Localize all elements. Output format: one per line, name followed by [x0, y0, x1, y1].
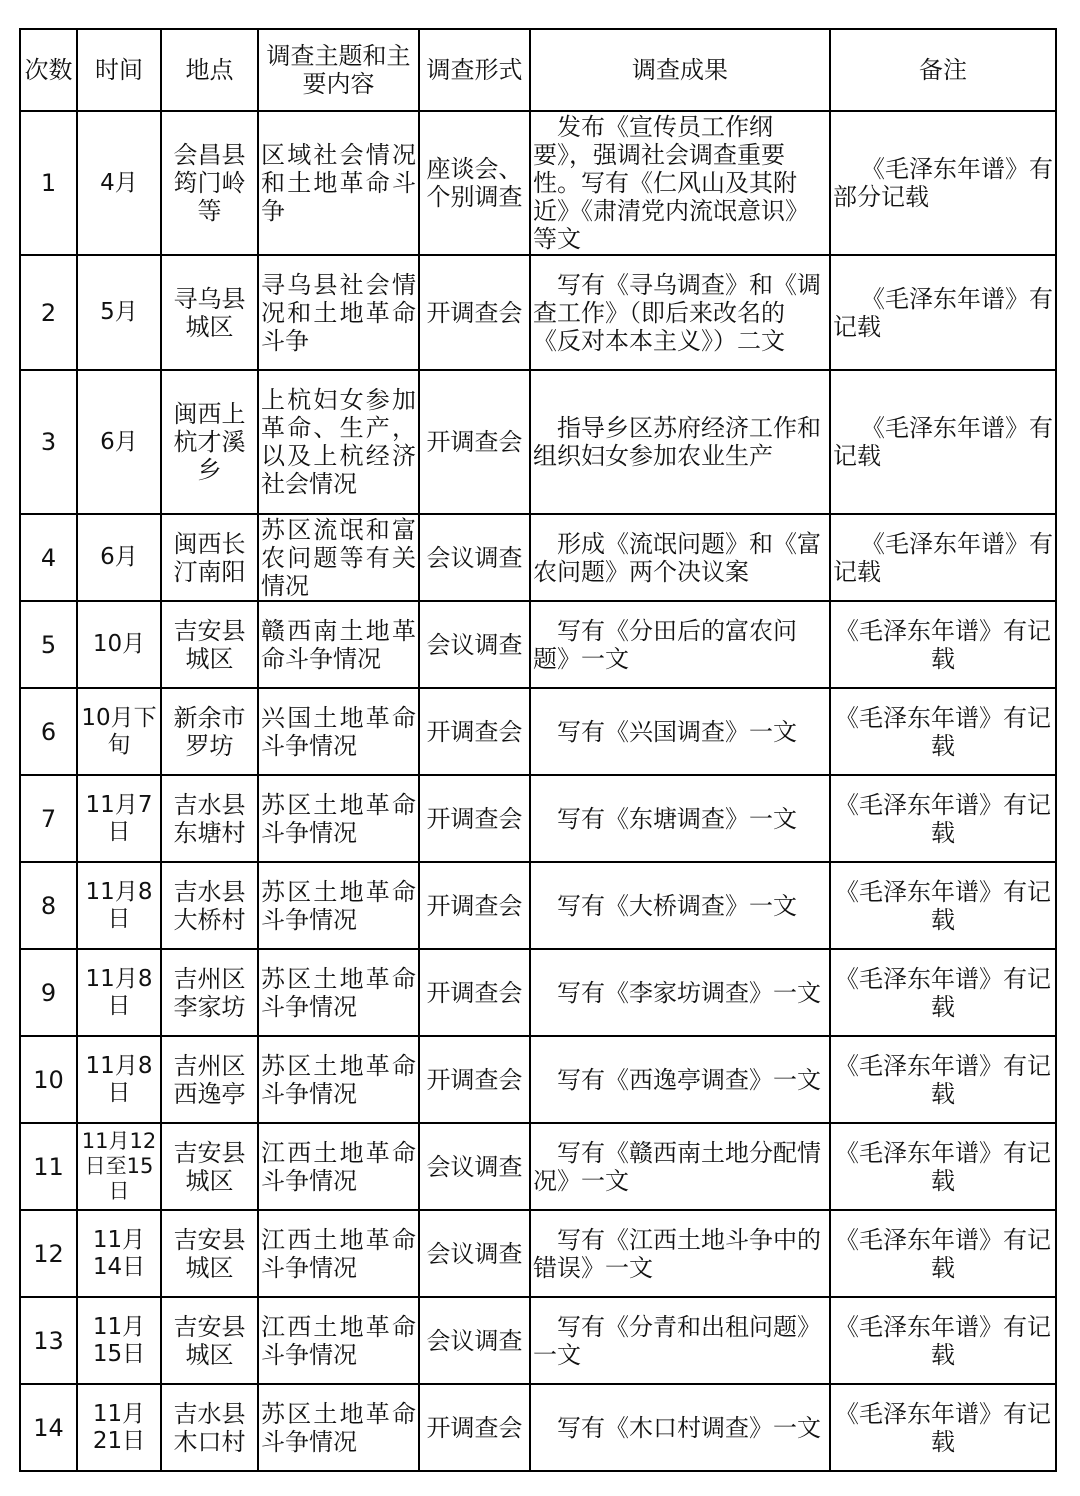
cell-form: 座谈会、个别调查: [419, 111, 530, 255]
cell-place: 寻乌县城区: [161, 255, 258, 370]
header-topic: 调查主题和主要内容: [258, 29, 419, 111]
cell-place: 吉安县城区: [161, 1297, 258, 1384]
cell-time: 11月12日至15日: [77, 1123, 161, 1210]
table-row: [20, 688, 1056, 775]
cell-time: 6月: [77, 370, 161, 514]
table-row: [20, 370, 1056, 514]
cell-form: 开调查会: [419, 949, 530, 1036]
cell-place: 闽西上杭才溪乡: [161, 370, 258, 514]
cell-form: 开调查会: [419, 775, 530, 862]
cell-time: 11月8日: [77, 949, 161, 1036]
cell-note: 《毛泽东年谱》有记载: [830, 1297, 1056, 1384]
cell-time: 10月下旬: [77, 688, 161, 775]
table-row: [20, 1297, 1056, 1384]
header-form: 调查形式: [419, 29, 530, 111]
cell-result: 写有《赣西南土地分配情况》一文: [530, 1123, 830, 1210]
cell-note: 《毛泽东年谱》有记载: [830, 514, 1056, 601]
cell-form: 开调查会: [419, 370, 530, 514]
header-result: 调查成果: [530, 29, 830, 111]
cell-place: 吉水县大桥村: [161, 862, 258, 949]
cell-form: 开调查会: [419, 688, 530, 775]
cell-result: 形成《流氓问题》和《富农问题》两个决议案: [530, 514, 830, 601]
table-row: [20, 1210, 1056, 1297]
cell-count: 7: [20, 775, 77, 862]
cell-topic: 区域社会情况和土地革命斗争: [258, 111, 419, 255]
table-row: [20, 255, 1056, 370]
cell-time: 11月15日: [77, 1297, 161, 1384]
cell-topic: 江西土地革命斗争情况: [258, 1210, 419, 1297]
cell-result: 写有《西逸亭调查》一文: [530, 1036, 830, 1123]
header-row: [20, 29, 1056, 111]
cell-form: 会议调查: [419, 514, 530, 601]
cell-place: 闽西长汀南阳: [161, 514, 258, 601]
cell-topic: 兴国土地革命斗争情况: [258, 688, 419, 775]
cell-form: 开调查会: [419, 862, 530, 949]
cell-result: 写有《兴国调查》一文: [530, 688, 830, 775]
cell-count: 6: [20, 688, 77, 775]
cell-place: 吉水县木口村: [161, 1384, 258, 1471]
cell-place: 吉州区李家坊: [161, 949, 258, 1036]
cell-count: 2: [20, 255, 77, 370]
cell-note: 《毛泽东年谱》有记载: [830, 862, 1056, 949]
cell-topic: 上杭妇女参加革命、生产，以及上杭经济社会情况: [258, 370, 419, 514]
cell-count: 1: [20, 111, 77, 255]
cell-form: 开调查会: [419, 1384, 530, 1471]
cell-result: 写有《江西土地斗争中的错误》一文: [530, 1210, 830, 1297]
cell-result: 写有《木口村调查》一文: [530, 1384, 830, 1471]
cell-count: 12: [20, 1210, 77, 1297]
cell-place: 吉水县东塘村: [161, 775, 258, 862]
cell-form: 会议调查: [419, 1210, 530, 1297]
table-row: [20, 601, 1056, 688]
cell-topic: 苏区土地革命斗争情况: [258, 949, 419, 1036]
cell-time: 5月: [77, 255, 161, 370]
cell-place: 吉安县城区: [161, 601, 258, 688]
cell-place: 吉安县城区: [161, 1123, 258, 1210]
cell-form: 会议调查: [419, 1123, 530, 1210]
cell-count: 3: [20, 370, 77, 514]
survey-table: [19, 28, 1057, 1472]
cell-note: 《毛泽东年谱》有记载: [830, 1123, 1056, 1210]
cell-count: 14: [20, 1384, 77, 1471]
cell-form: 会议调查: [419, 1297, 530, 1384]
cell-result: 发布《宣传员工作纲要》，强调社会调查重要性。写有《仁风山及其附近》《肃清党内流氓意识》等文: [530, 111, 830, 255]
cell-note: 《毛泽东年谱》有记载: [830, 688, 1056, 775]
cell-count: 5: [20, 601, 77, 688]
cell-topic: 苏区土地革命斗争情况: [258, 775, 419, 862]
cell-time: 4月: [77, 111, 161, 255]
cell-form: 开调查会: [419, 1036, 530, 1123]
cell-note: 《毛泽东年谱》有记载: [830, 1036, 1056, 1123]
table-row: [20, 949, 1056, 1036]
cell-topic: 苏区土地革命斗争情况: [258, 1036, 419, 1123]
cell-topic: 寻乌县社会情况和土地革命斗争: [258, 255, 419, 370]
cell-note: 《毛泽东年谱》有部分记载: [830, 111, 1056, 255]
cell-place: 吉安县城区: [161, 1210, 258, 1297]
cell-result: 写有《大桥调查》一文: [530, 862, 830, 949]
cell-result: 指导乡区苏府经济工作和组织妇女参加农业生产: [530, 370, 830, 514]
cell-note: 《毛泽东年谱》有记载: [830, 1210, 1056, 1297]
cell-time: 11月8日: [77, 862, 161, 949]
table-row: [20, 1036, 1056, 1123]
cell-note: 《毛泽东年谱》有记载: [830, 775, 1056, 862]
header-count: 次数: [20, 29, 77, 111]
cell-count: 13: [20, 1297, 77, 1384]
cell-note: 《毛泽东年谱》有记载: [830, 255, 1056, 370]
cell-topic: 苏区流氓和富农问题等有关情况: [258, 514, 419, 601]
cell-note: 《毛泽东年谱》有记载: [830, 601, 1056, 688]
cell-count: 9: [20, 949, 77, 1036]
cell-count: 10: [20, 1036, 77, 1123]
cell-topic: 江西土地革命斗争情况: [258, 1123, 419, 1210]
cell-time: 11月14日: [77, 1210, 161, 1297]
cell-topic: 江西土地革命斗争情况: [258, 1297, 419, 1384]
cell-count: 4: [20, 514, 77, 601]
cell-count: 8: [20, 862, 77, 949]
cell-note: 《毛泽东年谱》有记载: [830, 370, 1056, 514]
cell-time: 11月21日: [77, 1384, 161, 1471]
cell-place: 会昌县筠门岭等: [161, 111, 258, 255]
cell-result: 写有《李家坊调查》一文: [530, 949, 830, 1036]
cell-form: 会议调查: [419, 601, 530, 688]
cell-result: 写有《分田后的富农问题》一文: [530, 601, 830, 688]
cell-form: 开调查会: [419, 255, 530, 370]
cell-place: 吉州区西逸亭: [161, 1036, 258, 1123]
header-place: 地点: [161, 29, 258, 111]
cell-result: 写有《寻乌调查》和《调查工作》（即后来改名的《反对本本主义》）二文: [530, 255, 830, 370]
cell-time: 10月: [77, 601, 161, 688]
header-time: 时间: [77, 29, 161, 111]
table-row: [20, 514, 1056, 601]
cell-count: 11: [20, 1123, 77, 1210]
cell-result: 写有《东塘调查》一文: [530, 775, 830, 862]
header-note: 备注: [830, 29, 1056, 111]
cell-topic: 苏区土地革命斗争情况: [258, 862, 419, 949]
cell-topic: 赣西南土地革命斗争情况: [258, 601, 419, 688]
table-row: [20, 775, 1056, 862]
table-row: [20, 1384, 1056, 1471]
table-row: [20, 1123, 1056, 1210]
table-row: [20, 111, 1056, 255]
cell-result: 写有《分青和出租问题》一文: [530, 1297, 830, 1384]
table-row: [20, 862, 1056, 949]
cell-topic: 苏区土地革命斗争情况: [258, 1384, 419, 1471]
cell-time: 11月7日: [77, 775, 161, 862]
cell-time: 11月8日: [77, 1036, 161, 1123]
cell-time: 6月: [77, 514, 161, 601]
cell-note: 《毛泽东年谱》有记载: [830, 949, 1056, 1036]
cell-place: 新余市罗坊: [161, 688, 258, 775]
cell-note: 《毛泽东年谱》有记载: [830, 1384, 1056, 1471]
